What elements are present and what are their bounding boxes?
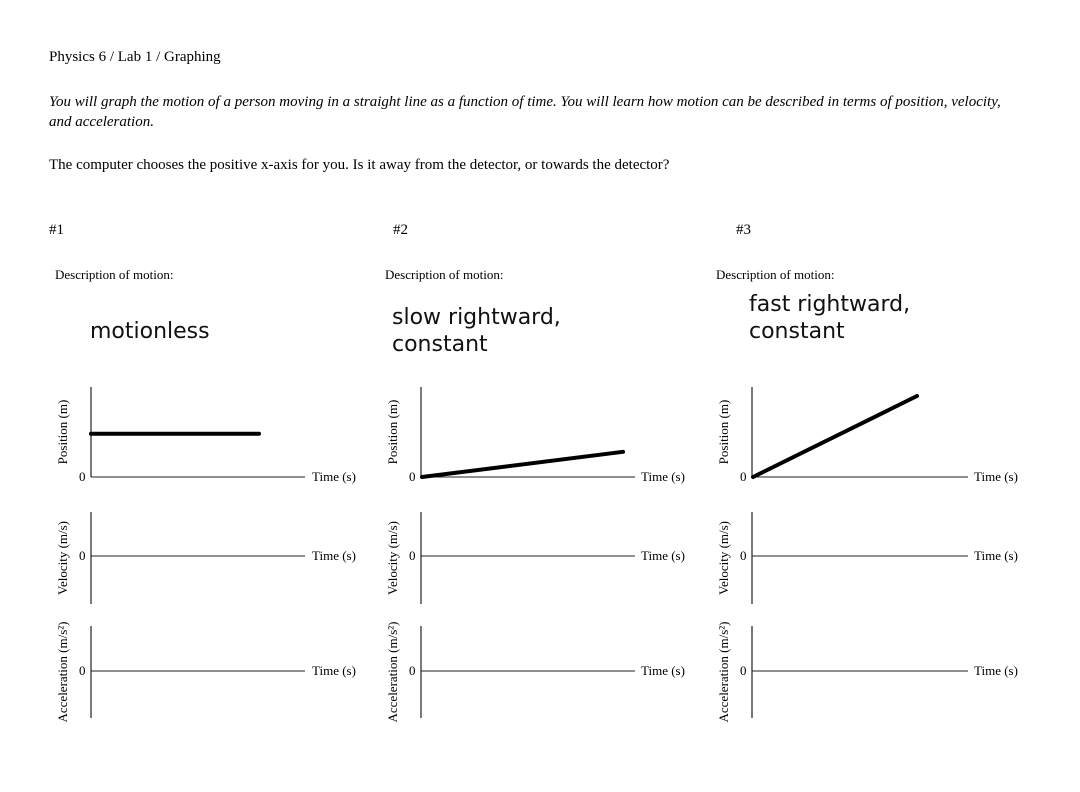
- description-label: Description of motion:: [55, 267, 174, 282]
- acceleration-graph: [716, 622, 1018, 723]
- velocity-zero-label: 0: [79, 548, 86, 563]
- acceleration-zero-label: 0: [409, 663, 416, 678]
- velocity-axis-label: Velocity (m/s): [385, 520, 400, 596]
- acceleration-axis-label: Acceleration (m/s²): [716, 621, 731, 723]
- velocity-zero-label: 0: [409, 548, 416, 563]
- velocity-graph: [55, 512, 356, 604]
- velocity-zero-label: 0: [740, 548, 747, 563]
- panel-3-description: fast rightward, constant: [749, 292, 911, 344]
- acceleration-axis-label: Acceleration (m/s²): [385, 621, 400, 723]
- panel-2-graphs: [385, 264, 705, 734]
- panel-1-graphs: [55, 264, 375, 734]
- acceleration-time-label: Time (s): [312, 663, 356, 678]
- panel-1: [55, 264, 375, 734]
- panel-2-number: #2: [393, 222, 408, 238]
- velocity-time-label: Time (s): [641, 548, 685, 563]
- position-zero-label: 0: [409, 469, 416, 484]
- acceleration-zero-label: 0: [740, 663, 747, 678]
- intro-text: You will graph the motion of a person moving in a straight line as a function of time. You will learn how motion can be described in terms of position, velocity, and acceleration.: [49, 94, 1001, 130]
- position-zero-label: 0: [79, 469, 86, 484]
- velocity-axis-label: Velocity (m/s): [55, 520, 70, 596]
- panel-3-graphs: [716, 264, 1036, 734]
- position-graph: [55, 387, 356, 484]
- panel-3-number: #3: [736, 222, 751, 238]
- velocity-graph: [385, 512, 685, 604]
- position-trace: [422, 452, 623, 477]
- description-label: Description of motion:: [385, 267, 504, 282]
- position-time-label: Time (s): [974, 469, 1018, 484]
- panel-2: [385, 264, 705, 734]
- position-graph: [716, 387, 1018, 484]
- position-trace: [753, 396, 917, 477]
- position-axis-label: Position (m): [55, 399, 70, 465]
- position-axis-label: Position (m): [385, 399, 400, 465]
- panel-3: [716, 264, 1036, 734]
- description-label: Description of motion:: [716, 267, 835, 282]
- panel-1-number: #1: [49, 222, 64, 238]
- question-text: The computer chooses the positive x-axis for you. Is it away from the detector, or towards the detector?: [49, 157, 670, 173]
- position-time-label: Time (s): [641, 469, 685, 484]
- velocity-graph: [716, 512, 1018, 604]
- velocity-time-label: Time (s): [974, 548, 1018, 563]
- velocity-time-label: Time (s): [312, 548, 356, 563]
- panel-1-description: motionless: [90, 319, 210, 344]
- velocity-axis-label: Velocity (m/s): [716, 520, 731, 596]
- position-time-label: Time (s): [312, 469, 356, 484]
- panel-2-description: slow rightward, constant: [392, 305, 561, 357]
- position-graph: [385, 387, 685, 484]
- acceleration-time-label: Time (s): [641, 663, 685, 678]
- acceleration-zero-label: 0: [79, 663, 86, 678]
- acceleration-graph: [55, 622, 356, 723]
- position-zero-label: 0: [740, 469, 747, 484]
- acceleration-time-label: Time (s): [974, 663, 1018, 678]
- acceleration-axis-label: Acceleration (m/s²): [55, 621, 70, 723]
- acceleration-graph: [385, 622, 685, 723]
- position-axis-label: Position (m): [716, 399, 731, 465]
- breadcrumb: Physics 6 / Lab 1 / Graphing: [49, 49, 221, 65]
